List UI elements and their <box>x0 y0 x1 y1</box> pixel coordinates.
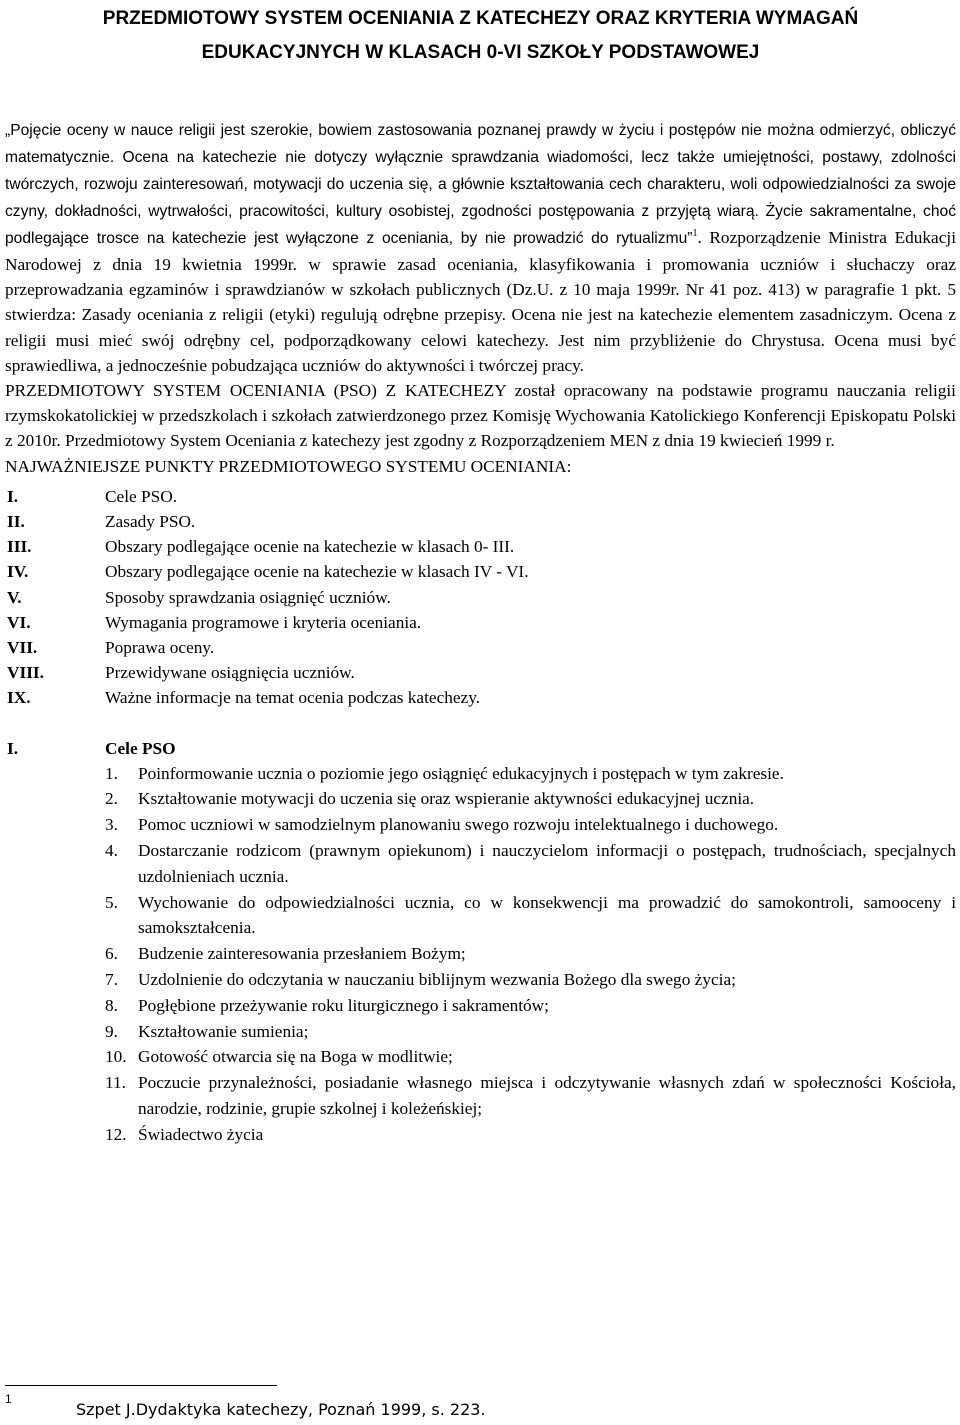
goal-text: Dostarczanie rodzicom (prawnym opiekunom) i nauczycielom informacji o postępach, trudnościach, specjalnych uzdolnieniach ucznia. <box>138 841 956 886</box>
key-point-number: V. <box>7 587 22 607</box>
goal-item <box>5 967 956 993</box>
goal-text: Budzenie zainteresowania przesłaniem Bożym; <box>138 944 466 964</box>
key-point-item <box>5 660 956 685</box>
key-point-text: Obszary podlegające ocenie na katechezie w klasach 0- III. <box>105 537 515 557</box>
goal-text: Wychowanie do odpowiedzialności ucznia, co w konsekwencji ma prowadzić do samokontroli, samooceny i samokształcenia. <box>138 892 956 938</box>
section-heading-goals <box>5 736 956 761</box>
goal-item <box>5 993 956 1019</box>
key-points-list <box>5 484 956 711</box>
goal-text: Uzdolnienie do odczytania w nauczaniu biblijnym wezwania Bożego dla swego życia; <box>138 970 736 990</box>
goal-number: 8. <box>105 995 118 1015</box>
goal-item <box>5 812 956 838</box>
key-point-number: IX. <box>7 688 31 708</box>
goal-item <box>5 1122 956 1148</box>
goal-text: Poczucie przynależności, posiadanie własnego miejsca i odczytywanie własnych zdań w społeczności Kościoła, narodzie, rodzinie, grupie szkolnej i koleżeńskiej; <box>138 1073 956 1119</box>
footnote-divider <box>5 1385 277 1386</box>
goal-text: Gotowość otwarcia się na Boga w modlitwie; <box>138 1047 453 1067</box>
goal-number: 12. <box>105 1124 127 1144</box>
section-title: Cele PSO <box>105 738 176 758</box>
key-point-item <box>5 685 956 710</box>
document-title <box>5 0 956 70</box>
goal-number: 11. <box>105 1073 126 1093</box>
goal-text: Poinformowanie ucznia o poziomie jego osiągnięć edukacyjnych i postępach w tym zakresie. <box>138 763 784 783</box>
goal-number: 1. <box>105 763 118 783</box>
goal-number: 5. <box>105 892 118 912</box>
goal-text: Świadectwo życia <box>138 1124 264 1144</box>
key-point-item <box>5 509 956 534</box>
key-point-item <box>5 559 956 584</box>
goal-number: 3. <box>105 815 118 835</box>
goal-number: 6. <box>105 944 118 964</box>
key-point-item <box>5 484 956 509</box>
key-point-number: II. <box>7 512 25 532</box>
key-point-text: Zasady PSO. <box>105 512 196 532</box>
goals-list <box>5 761 956 1148</box>
goal-text: Pogłębione przeżywanie roku liturgicznego i sakramentów; <box>138 995 549 1015</box>
key-point-text: Cele PSO. <box>105 486 178 506</box>
footnote-mark: 1 <box>5 1392 12 1406</box>
goal-item <box>5 1070 956 1122</box>
key-point-number: I. <box>7 486 19 506</box>
goal-text: Kształtowanie sumienia; <box>138 1021 309 1041</box>
key-point-item <box>5 585 956 610</box>
key-point-text: Poprawa oceny. <box>105 638 215 658</box>
goal-number: 2. <box>105 789 118 809</box>
goal-item <box>5 761 956 787</box>
goal-text: Kształtowanie motywacji do uczenia się oraz wspieranie aktywności edukacyjnej ucznia. <box>138 789 755 809</box>
key-point-number: III. <box>7 537 32 557</box>
goal-item <box>5 1044 956 1070</box>
goal-item <box>5 1019 956 1045</box>
key-point-item <box>5 610 956 635</box>
intro-quote: „Pojęcie oceny w nauce religii jest szerokie, bowiem zastosowania poznanej prawdy w życiu i postępów nie można odmierzyć, obliczyć matematycznie. Ocena na katechezie nie dotyczy wyłącznie sprawdzania wiadomości, lecz także umiejętności, postawy, zdolności twórczych, rozwoju zainteresowań, motywacji do uczenia się, a głównie kształtowania cech charakteru, woli odpowiedzialności za swoje czyny, dokładności, wytrwałości, pracowitości, kultury osobistej, zgodności postępowania z przyjętą wiarą. Życie sakramentalne, choć podlegające trosce na katechezie jest wyłączone z oceniania, by nie prowadzić do rytualizmu” <box>5 122 956 247</box>
goal-number: 7. <box>105 970 118 990</box>
footnote-text: Szpet J.Dydaktyka katechezy, Poznań 1999, s. 223. <box>76 1400 486 1419</box>
goal-item <box>5 786 956 812</box>
goal-item <box>5 838 956 890</box>
goal-text: Pomoc uczniowi w samodzielnym planowaniu swego rozwoju intelektualnego i duchowego. <box>138 815 779 835</box>
key-point-number: VIII. <box>7 663 44 683</box>
section-number: I. <box>7 738 19 758</box>
goal-number: 4. <box>105 841 118 861</box>
key-point-number: VI. <box>7 612 31 632</box>
key-point-text: Sposoby sprawdzania osiągnięć uczniów. <box>105 587 391 607</box>
title-line-2: EDUKACYJNYCH W KLASACH 0-VI SZKOŁY PODSTAWOWEJ <box>201 42 760 63</box>
pso-paragraph: PRZEDMIOTOWY SYSTEM OCENIANIA (PSO) Z KATECHEZY został opracowany na podstawie programu nauczania religii rzymskokatolickiej w przedszkolach i szkołach zatwierdzonego przez Komisję Wychowania Katolickiego Konferencji Episkopatu Polski z 2010r. Przedmiotowy System Oceniania z katechezy jest zgodny z Rozporządzeniem MEN z dnia 19 kwiecień 1999 r. <box>5 381 956 451</box>
intro-regulation-text: . Rozporządzenie Ministra Edukacji Narodowej z dnia 19 kwietnia 1999r. w sprawie zasad oceniania, klasyfikowania i promowania uczniów i słuchaczy oraz przeprowadzania egzaminów i sprawdzianów w szkołach publicznych (Dz.U. z 10 maja 1999r. Nr 41 poz. 413) w paragrafie 1 pkt. 5 stwierdza: Zasady oceniania z religii (etyki) regulują odrębne przepisy. Ocena nie jest na katechezie elementem zasadniczym. Ocena z religii musi mieć swój odrębny cel, podporządkowany celowi katechezy. Jest nim przybliżenie do Chrystusa. Ocena musi być sprawiedliwa, a jednocześnie pobudzająca uczniów do aktywności i twórczej pracy. <box>5 228 956 375</box>
key-point-text: Ważne informacje na temat ocenia podczas katechezy. <box>105 688 481 708</box>
key-point-item <box>5 534 956 559</box>
key-point-text: Przewidywane osiągnięcia uczniów. <box>105 663 355 683</box>
footnote-reference: 1 <box>692 228 698 240</box>
goal-item <box>5 941 956 967</box>
key-point-item <box>5 635 956 660</box>
goal-number: 9. <box>105 1021 118 1041</box>
document-page <box>5 0 956 1148</box>
goal-item <box>5 890 956 942</box>
key-point-number: IV. <box>7 562 29 582</box>
key-point-text: Wymagania programowe i kryteria oceniania. <box>105 612 422 632</box>
key-points-heading: NAJWAŻNIEJSZE PUNKTY PRZEDMIOTOWEGO SYSTEMU OCENIANIA: <box>5 456 572 476</box>
goal-number: 10. <box>105 1047 127 1067</box>
title-line-1: PRZEDMIOTOWY SYSTEM OCENIANIA Z KATECHEZY ORAZ KRYTERIA WYMAGAŃ <box>102 8 859 29</box>
intro-paragraph <box>5 117 956 378</box>
key-point-number: VII. <box>7 638 38 658</box>
key-point-text: Obszary podlegające ocenie na katechezie w klasach IV - VI. <box>105 562 529 582</box>
